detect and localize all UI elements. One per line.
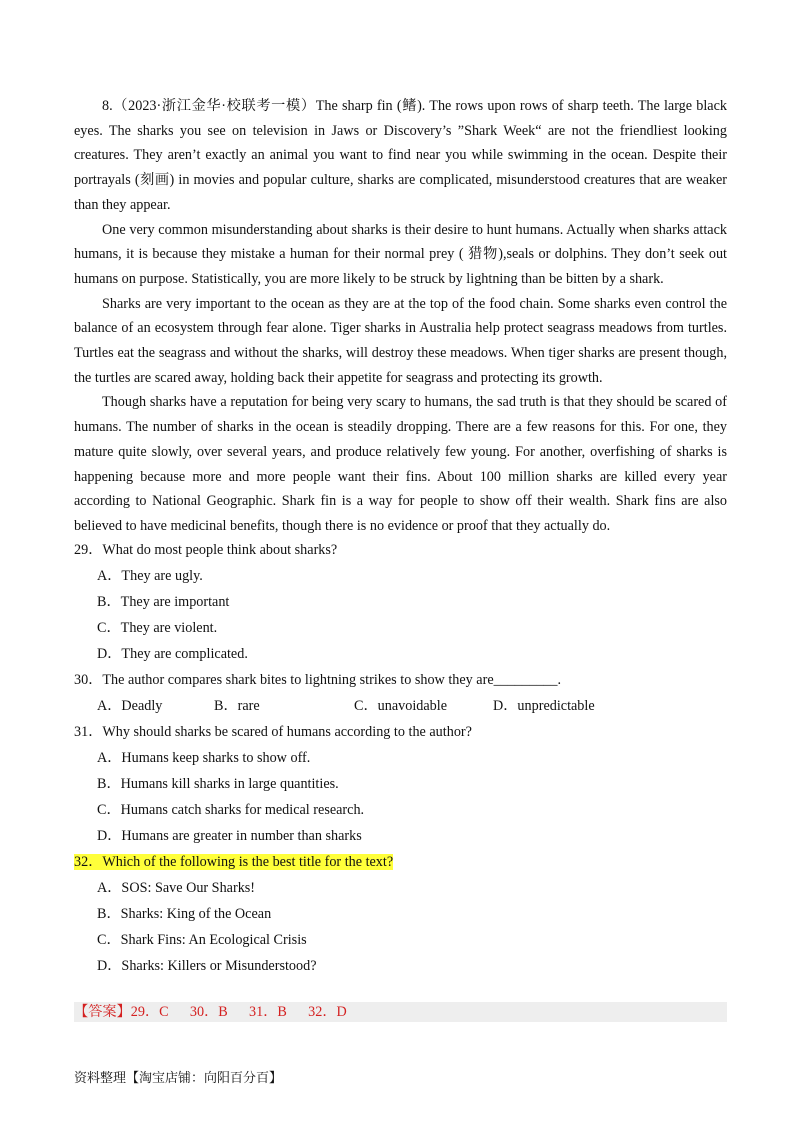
question-30-option-d: D．unpredictable xyxy=(493,698,595,714)
passage-paragraph-1: 8.（2023·浙江金华·校联考一模）The sharp fin (鳍). The rows upon rows of sharp teeth. The large black eyes. The sharks you see on television in Jaws or Discovery’s ”Shark Week“ are not the friendliest looking creatures. They aren’t exactly an animal you want to find near you while swimming in the ocean. Despite their portrayals (刻画) in movies and popular culture, sharks are complicated, misunderstood creatures that are weaker than they appear. xyxy=(74,98,727,213)
question-31-option-b: B．Humans kill sharks in large quantities. xyxy=(97,776,339,792)
answer-key xyxy=(74,1002,727,1022)
reading-passage xyxy=(74,94,727,539)
question-29-option-d: D．They are complicated. xyxy=(97,646,248,662)
question-31-option-d: D．Humans are greater in number than sharks xyxy=(97,828,362,844)
question-30-option-b: B．rare xyxy=(214,698,260,714)
passage-paragraph-4: Though sharks have a reputation for being very scary to humans, the sad truth is that they should be scared of humans. The number of sharks in the ocean is steadily dropping. There are a few reasons for this. For one, they mature quite slowly, over several years, and produce relatively few young. For another, overfishing of sharks is happening because more and more people want their fins. About 100 million sharks are killed every year according to National Geographic. Shark fin is a way for people to show off their wealth. Shark fins are also believed to have medicinal benefits, though there is no evidence or proof that they actually do. xyxy=(74,394,727,534)
answer-label: 【答案】 xyxy=(74,1004,131,1020)
question-32-option-b: B．Sharks: King of the Ocean xyxy=(97,906,272,922)
answer-31: 31．B xyxy=(249,1004,287,1020)
question-32-stem: 32．Which of the following is the best title for the text? xyxy=(74,854,394,870)
question-29-stem: 29．What do most people think about sharks? xyxy=(74,542,338,558)
question-29-option-a: A．They are ugly. xyxy=(97,568,203,584)
question-29-option-c: C．They are violent. xyxy=(97,620,218,636)
passage-paragraph-3: Sharks are very important to the ocean as they are at the top of the food chain. Some sharks even control the balance of an ecosystem through fear alone. Tiger sharks in Australia help protect seagrass meadows from turtles. Turtles eat the seagrass and without the sharks, will destroy these meadows. When tiger sharks are present though, the turtles are scared away, holding back their appetite for seagrass and protecting its growth. xyxy=(74,295,727,386)
question-32-option-a: A．SOS: Save Our Sharks! xyxy=(97,880,256,896)
question-31-option-c: C．Humans catch sharks for medical research. xyxy=(97,802,365,818)
question-32-option-d: D．Sharks: Killers or Misunderstood? xyxy=(97,958,317,974)
answer-29: 29．C xyxy=(130,1004,169,1020)
passage-paragraph-2: One very common misunderstanding about sharks is their desire to hunt humans. Actually when sharks attack humans, it is because they mistake a human for their normal prey ( 猎物),seals or dolphins. They don’t seek out humans on purpose. Statistically, you are more likely to be struck by lightning than be bitten by a shark. xyxy=(74,221,727,287)
footer-source: 资料整理【淘宝店铺：向阳百分百】 xyxy=(74,1070,283,1085)
question-29-option-b: B．They are important xyxy=(97,594,230,610)
question-list xyxy=(74,537,727,979)
answer-32: 32．D xyxy=(308,1004,347,1020)
question-30-options xyxy=(74,693,727,719)
answer-30: 30．B xyxy=(189,1004,228,1020)
question-31-option-a: A．Humans keep sharks to show off. xyxy=(97,750,311,766)
question-31-stem: 31．Why should sharks be scared of humans according to the author? xyxy=(74,724,472,740)
question-32-option-c: C．Shark Fins: An Ecological Crisis xyxy=(97,932,307,948)
question-30-stem: 30．The author compares shark bites to lightning strikes to show they are_________. xyxy=(74,672,562,688)
question-30-option-c: C．unavoidable xyxy=(354,698,447,714)
question-30-option-a: A．Deadly xyxy=(97,698,163,714)
